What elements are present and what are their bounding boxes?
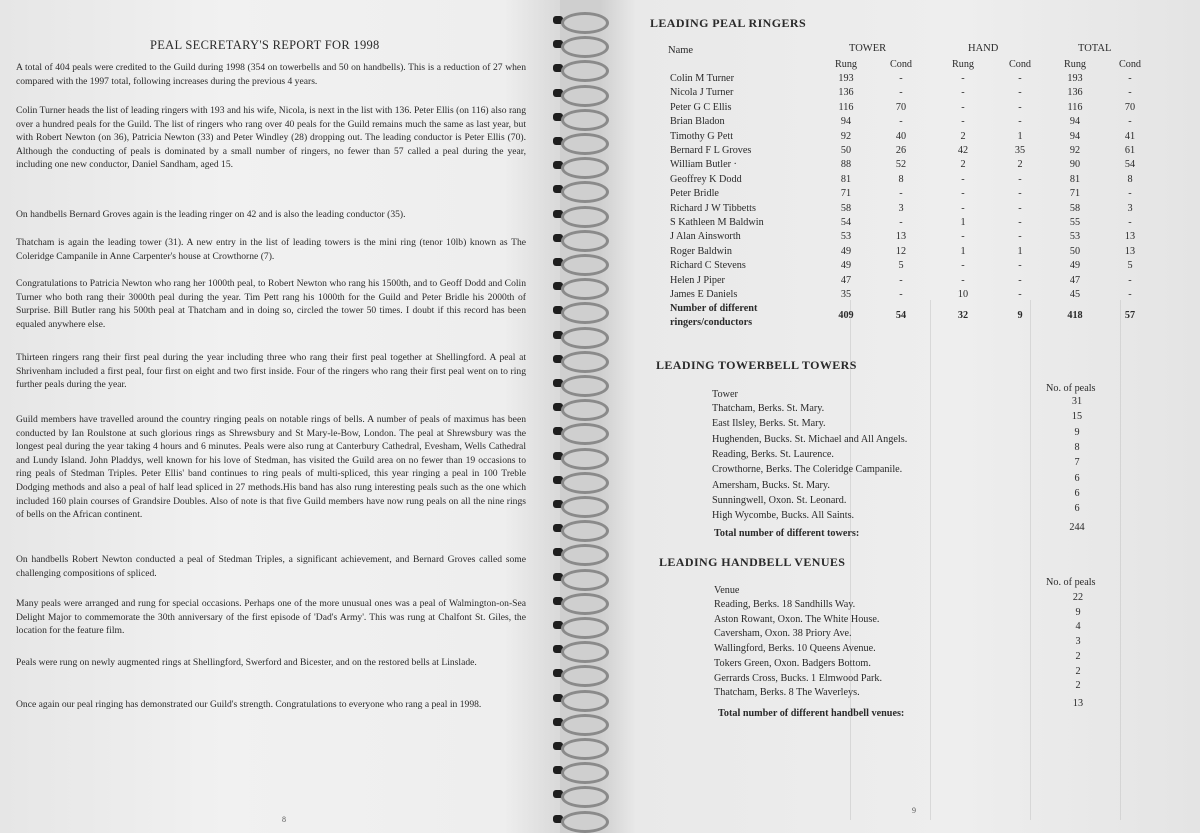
binding-coil <box>561 36 609 58</box>
ringer-value: 8 <box>898 173 904 185</box>
ringer-value: - <box>1128 73 1132 84</box>
binding-coil <box>561 133 609 155</box>
tower-peal-count: 31 <box>1071 396 1083 407</box>
ringer-value: 136 <box>1067 87 1083 99</box>
ringer-name: Colin M Turner <box>670 73 734 84</box>
ringer-value: - <box>1128 188 1132 200</box>
ringer-value: - <box>1128 289 1132 300</box>
ringer-value: - <box>1018 217 1022 228</box>
tower-peal-count: 15 <box>1071 411 1083 423</box>
paragraph: A total of 404 peals were credited to the Guild during 1998 (354 on towerbells and 50 on handbells). This is a reduction of 27 when compared with the 1997 total, following increases during the previous 4 years. <box>16 62 526 87</box>
ringer-value: 81 <box>1069 173 1081 185</box>
ringer-value: 12 <box>895 245 907 257</box>
tower-name: Amersham, Bucks. St. Mary. <box>712 479 830 491</box>
ringer-value: 49 <box>1069 260 1081 272</box>
sub-header: Rung <box>1063 59 1087 70</box>
ringer-value: 53 <box>840 231 852 243</box>
ringer-value: 52 <box>895 159 907 171</box>
venue-name: Tokers Green, Oxon. Badgers Bottom. <box>714 657 871 669</box>
paragraph: Once again our peal ringing has demonstrated our Guild's strength. Congratulations to everyone who rang a peal in 1998. <box>16 699 482 710</box>
binding-coil <box>561 206 609 228</box>
binding-coil <box>561 399 609 421</box>
ringer-value: - <box>1018 73 1022 84</box>
binding-coil <box>561 351 609 373</box>
tower-name: East Ilsley, Berks. St. Mary. <box>712 418 826 430</box>
venue-peal-count: 22 <box>1072 592 1084 603</box>
ringer-value: 2 <box>1017 159 1023 171</box>
spiral-binding <box>553 0 613 833</box>
ringer-value: 92 <box>1069 145 1081 156</box>
tower-group-header: TOWER <box>849 43 887 54</box>
ringer-value: 8 <box>1127 173 1133 185</box>
ringer-value: - <box>961 231 965 243</box>
ringer-value: 116 <box>838 101 854 113</box>
binding-coil <box>561 593 609 615</box>
ringer-name: Brian Bladon <box>670 116 725 128</box>
paragraph: Colin Turner heads the list of leading ringers with 193 and his wife, Nicola, is next in the list with 136. Peter Ellis (on 116) also rang over a hundred peals for the Guild. The list of ringers who rang over 40 peals for the Guild remains much the same as last year, but with Robert Newton (on 36), Patricia Newton (33) and Peter Windley (28) dropping out. The leading conductor is Peter Ellis (70). Although the conducting of peals is dominated by a small number of ringers, no fewer than 57 called a peal during the year, including one new conductor, Daniel Sandham, aged 15. <box>16 105 526 171</box>
sub-header: Rung <box>951 59 975 70</box>
ringer-value: 55 <box>1069 217 1081 228</box>
ringer-value: - <box>1128 116 1132 128</box>
ringer-name: Timothy G Pett <box>670 130 734 142</box>
tower-peal-count: 7 <box>1074 457 1080 469</box>
sub-header: Cond <box>889 59 913 70</box>
ringer-value: 90 <box>1069 159 1081 171</box>
ringer-value: 5 <box>898 260 904 272</box>
ringer-value: - <box>1018 202 1022 214</box>
ringer-value: - <box>899 289 903 300</box>
ringer-name: Helen J Piper <box>670 274 725 286</box>
ringer-total-value: 54 <box>895 310 907 321</box>
ringer-name: Peter Bridle <box>670 188 719 200</box>
ringer-value: - <box>961 202 965 214</box>
binding-coil <box>561 738 609 760</box>
paragraph: Thirteen ringers rang their first peal during the year including three who rang their first peal together at Shellingford. A peal at Shrivenham included a first peal, four first on eight and two first inside. Four of the ringers who rang their first peal went on to ring further peals during the year. <box>16 352 526 391</box>
ringer-value: 193 <box>838 73 854 84</box>
binding-coil <box>561 60 609 82</box>
paragraph: Many peals were arranged and rung for special occasions. Perhaps one of the more unusual ones was a peal of Walmington-on-Sea Delight Major to commemorate the 30th anniversary of the first episode of 'Dad's Army'. This was rung at Chalfont St. Giles, the location for the feature film. <box>16 598 526 637</box>
ringer-name: Roger Baldwin <box>670 245 732 257</box>
tower-name: Sunningwell, Oxon. St. Leonard. <box>712 494 847 506</box>
ringer-value: 61 <box>1124 145 1136 156</box>
ringer-value: 54 <box>1124 159 1136 171</box>
ringer-value: 1 <box>1017 245 1023 257</box>
binding-coil <box>561 278 609 300</box>
tower-peal-count: 8 <box>1074 441 1080 453</box>
venue-name: Aston Rowant, Oxon. The White House. <box>714 613 880 625</box>
ringer-name: Geoffrey K Dodd <box>670 173 742 185</box>
ringer-value: 1 <box>1017 130 1023 142</box>
paragraph: On handbells Bernard Groves again is the leading ringer on 42 and is also the leading conductor (35). <box>16 209 406 220</box>
ringer-name: Richard J W Tibbetts <box>670 202 756 214</box>
paragraph: Peals were rung on newly augmented rings at Shellingford, Swerford and Bicester, and on the restored bells at Linslade. <box>16 657 477 668</box>
binding-coil <box>561 472 609 494</box>
ringer-value: 92 <box>840 130 852 142</box>
ringer-value: - <box>1018 87 1022 99</box>
ringer-total-value: 32 <box>957 310 969 321</box>
ringer-value: 10 <box>957 289 969 300</box>
ringer-value: - <box>1128 217 1132 228</box>
venue-name: Thatcham, Berks. 8 The Waverleys. <box>714 687 860 699</box>
binding-coil <box>561 569 609 591</box>
ringer-value: - <box>1128 274 1132 286</box>
paragraph: Congratulations to Patricia Newton who rang her 1000th peal, to Robert Newton who rang his 1500th, and to Geoff Dodd and Colin Turner who both rang their 3000th peal during the year. Tim Pett rang his 1000th for the Guild and Peter Bridle his 2000th of Surprise. Bill Butler rang his 500th peal at Thatcham and in doing so, circled the tower 50 times. I doubt if this record has been equaled anywhere else. <box>16 278 526 330</box>
ringer-name: James E Daniels <box>670 289 738 300</box>
ringer-value: 13 <box>1124 245 1136 257</box>
show-through-line <box>850 300 851 820</box>
tower-peal-count: 6 <box>1074 487 1080 499</box>
ringer-name: S Kathleen M Baldwin <box>670 217 764 228</box>
venue-count-header: No. of peals <box>1046 577 1096 588</box>
ringer-value: - <box>1018 260 1022 272</box>
ringer-value: - <box>961 260 965 272</box>
binding-coil <box>561 762 609 784</box>
sub-header: Cond <box>1008 59 1032 70</box>
ringer-name: Peter G C Ellis <box>670 101 732 113</box>
sub-header: Cond <box>1118 59 1142 70</box>
venue-peal-count: 2 <box>1075 680 1081 692</box>
ringer-value: 3 <box>898 202 904 214</box>
ringer-value: 53 <box>1069 231 1081 243</box>
total-group-header: TOTAL <box>1078 43 1112 54</box>
towers-section-title: LEADING TOWERBELL TOWERS <box>656 358 857 372</box>
paragraph: Thatcham is again the leading tower (31). A new entry in the list of leading towers is the mini ring (tenor 10lb) known as The Coleridge Campanile in Anne Carpenter's house at Crowthorne (7). <box>16 237 526 262</box>
ringer-value: - <box>899 87 903 99</box>
ringer-value: - <box>961 87 965 99</box>
ringer-value: 41 <box>1124 130 1136 142</box>
ringer-value: - <box>899 188 903 200</box>
ringer-value: 47 <box>840 274 852 286</box>
binding-coil <box>561 714 609 736</box>
ringer-value: 42 <box>957 145 969 156</box>
binding-coil <box>561 12 609 34</box>
binding-coil <box>561 520 609 542</box>
ringer-name: Bernard F L Groves <box>670 145 752 156</box>
binding-coil <box>561 786 609 808</box>
ringer-value: - <box>961 73 965 84</box>
binding-coil <box>561 448 609 470</box>
ringer-value: - <box>961 188 965 200</box>
binding-coil <box>561 109 609 131</box>
binding-coil <box>561 423 609 445</box>
ringer-value: 116 <box>1067 101 1083 113</box>
page-number: 9 <box>912 806 916 815</box>
tower-name: Thatcham, Berks. St. Mary. <box>712 403 825 414</box>
paragraph: On handbells Robert Newton conducted a peal of Stedman Triples, a significant achievement, and Bernard Groves called some challenging compositions of spliced. <box>16 554 526 579</box>
ringer-value: 47 <box>1069 274 1081 286</box>
binding-coil <box>561 811 609 833</box>
ringers-section-title: LEADING PEAL RINGERS <box>650 16 807 30</box>
paragraph: Guild members have travelled around the country ringing peals on notable rings of bells. A number of peals of maximus has been conducted by Ian Roulstone at such glorious rings as Shrewsbury and St Mary-le-Bow, London. The peal at Shrewsbury was the longest peal during the year taking 4 hours and 6 minutes. Peals were also rung at Canterbury Cathedral, Evesham, Wells Cathedral and Lundy Island. John Pladdys, well known for his love of Stedman, has visited the Guild area on no fewer than 19 occasions to ring peals of Stedman Triples. Peter Ellis' band continues to ring peals of multi-spliced, this year ringing a peal in 100 Treble Dodging methods and also a peal of half lead spliced in 27 methods.His band has also rung interesting peals such as the one which included 160 plain courses of Grandsire Doubles. Also of note is that five Guild members have now rung peals on all the nine rings of bells on the African continent. <box>16 414 526 521</box>
binding-coil <box>561 254 609 276</box>
ringer-value: - <box>1018 231 1022 243</box>
hand-group-header: HAND <box>968 43 999 54</box>
ringer-value: 88 <box>840 159 852 171</box>
venue-name: Gerrards Cross, Bucks. 1 Elmwood Park. <box>714 672 883 684</box>
ringer-total-value: 409 <box>838 310 854 321</box>
towers-total-value: 244 <box>1069 522 1085 533</box>
ringer-total-value: 9 <box>1017 310 1023 321</box>
ringer-total-value: 57 <box>1124 310 1136 321</box>
tower-peal-count: 9 <box>1074 426 1080 438</box>
binding-coil <box>561 544 609 566</box>
ringer-value: 71 <box>1069 188 1081 200</box>
ringers-total-label-2: ringers/conductors <box>670 317 753 328</box>
ringer-value: 94 <box>1069 130 1081 142</box>
ringer-value: 58 <box>840 202 852 214</box>
ringer-value: - <box>1018 116 1022 128</box>
ringer-name: William Butler · <box>670 159 737 171</box>
ringer-value: 49 <box>840 245 852 257</box>
ringer-value: - <box>899 274 903 286</box>
venue-peal-count: 4 <box>1075 621 1081 633</box>
ringer-value: - <box>1018 274 1022 286</box>
ringer-value: 58 <box>1069 202 1081 214</box>
binding-coil <box>561 665 609 687</box>
binding-coil <box>561 327 609 349</box>
binding-coil <box>561 496 609 518</box>
ringer-value: 70 <box>895 101 907 113</box>
show-through-line <box>930 300 931 820</box>
venue-name: Caversham, Oxon. 38 Priory Ave. <box>714 628 852 640</box>
binding-coil <box>561 85 609 107</box>
binding-coil <box>561 641 609 663</box>
ringer-value: - <box>961 274 965 286</box>
page-number: 8 <box>282 815 286 824</box>
venue-peal-count: 3 <box>1075 636 1081 648</box>
ringer-value: 45 <box>1069 289 1081 300</box>
tower-name: Crowthorne, Berks. The Coleridge Campanile. <box>712 464 903 476</box>
ringers-total-label-1: Number of different <box>670 303 758 314</box>
ringer-value: - <box>1018 101 1022 113</box>
ringer-value: 71 <box>840 188 852 200</box>
ringer-value: 2 <box>960 159 966 171</box>
tower-name: High Wycombe, Bucks. All Saints. <box>712 510 855 522</box>
ringer-value: 5 <box>1127 260 1133 272</box>
ringer-value: 1 <box>960 217 966 228</box>
ringer-value: - <box>961 173 965 185</box>
venue-peal-count: 2 <box>1075 665 1081 677</box>
binding-coil <box>561 157 609 179</box>
towers-total-label: Total number of different towers: <box>714 528 860 539</box>
ringer-name: J Alan Ainsworth <box>670 231 741 243</box>
ringer-value: - <box>1018 289 1022 300</box>
ringer-value: - <box>1128 87 1132 99</box>
ringer-value: 35 <box>1014 145 1026 156</box>
ringer-value: 26 <box>895 145 907 156</box>
binding-coil <box>561 617 609 639</box>
venue-peal-count: 2 <box>1075 650 1081 662</box>
binding-coil <box>561 302 609 324</box>
ringer-value: 2 <box>960 130 966 142</box>
ringer-value: 54 <box>840 217 852 228</box>
ringer-value: - <box>961 101 965 113</box>
ringer-value: - <box>899 73 903 84</box>
venue-name: Reading, Berks. 18 Sandhills Way. <box>714 599 856 610</box>
ringer-value: - <box>899 116 903 128</box>
tower-count-header: No. of peals <box>1046 383 1096 394</box>
venue-name: Wallingford, Berks. 10 Queens Avenue. <box>714 643 876 655</box>
ringer-value: 193 <box>1067 73 1083 84</box>
ringer-value: 40 <box>895 130 907 142</box>
left-page <box>0 0 560 833</box>
ringer-value: 13 <box>1124 231 1136 243</box>
binding-coil <box>561 690 609 712</box>
ringer-value: 1 <box>960 245 966 257</box>
ringer-value: - <box>1018 173 1022 185</box>
binding-coil <box>561 181 609 203</box>
ringer-value: 3 <box>1127 202 1133 214</box>
ringer-value: - <box>899 217 903 228</box>
tower-peal-count: 6 <box>1074 472 1080 484</box>
show-through-line <box>1030 300 1031 820</box>
ringer-value: 94 <box>840 116 852 128</box>
ringer-value: 94 <box>1069 116 1081 128</box>
ringer-value: - <box>1018 188 1022 200</box>
venues-total-value: 13 <box>1072 698 1084 709</box>
ringer-value: 13 <box>895 231 907 243</box>
ringer-value: 50 <box>1069 245 1081 257</box>
venues-total-label: Total number of different handbell venues: <box>718 708 905 719</box>
ringer-total-value: 418 <box>1067 310 1083 321</box>
ringer-value: 35 <box>840 289 852 300</box>
report-title: PEAL SECRETARY'S REPORT FOR 1998 <box>150 38 380 52</box>
ringer-value: 49 <box>840 260 852 272</box>
ringer-value: 136 <box>838 87 854 99</box>
tower-name: Hughenden, Bucks. St. Michael and All Angels. <box>712 433 908 445</box>
tower-column-header: Tower <box>712 389 738 400</box>
ringer-value: 50 <box>840 145 852 156</box>
tower-name: Reading, Berks. St. Laurence. <box>712 448 834 460</box>
sub-header: Rung <box>834 59 858 70</box>
right-page <box>600 0 1200 833</box>
binding-coil <box>561 230 609 252</box>
venue-peal-count: 9 <box>1075 606 1081 618</box>
ringer-value: - <box>961 116 965 128</box>
name-column-header: Name <box>668 45 694 56</box>
binding-coil <box>561 375 609 397</box>
ringer-name: Richard C Stevens <box>670 260 746 272</box>
show-through-line <box>1120 300 1121 820</box>
ringer-value: 70 <box>1124 101 1136 113</box>
ringer-name: Nicola J Turner <box>670 87 734 99</box>
tower-peal-count: 6 <box>1074 503 1080 515</box>
handbells-section-title: LEADING HANDBELL VENUES <box>659 555 846 569</box>
ringer-value: 81 <box>840 173 852 185</box>
venue-column-header: Venue <box>714 585 740 596</box>
